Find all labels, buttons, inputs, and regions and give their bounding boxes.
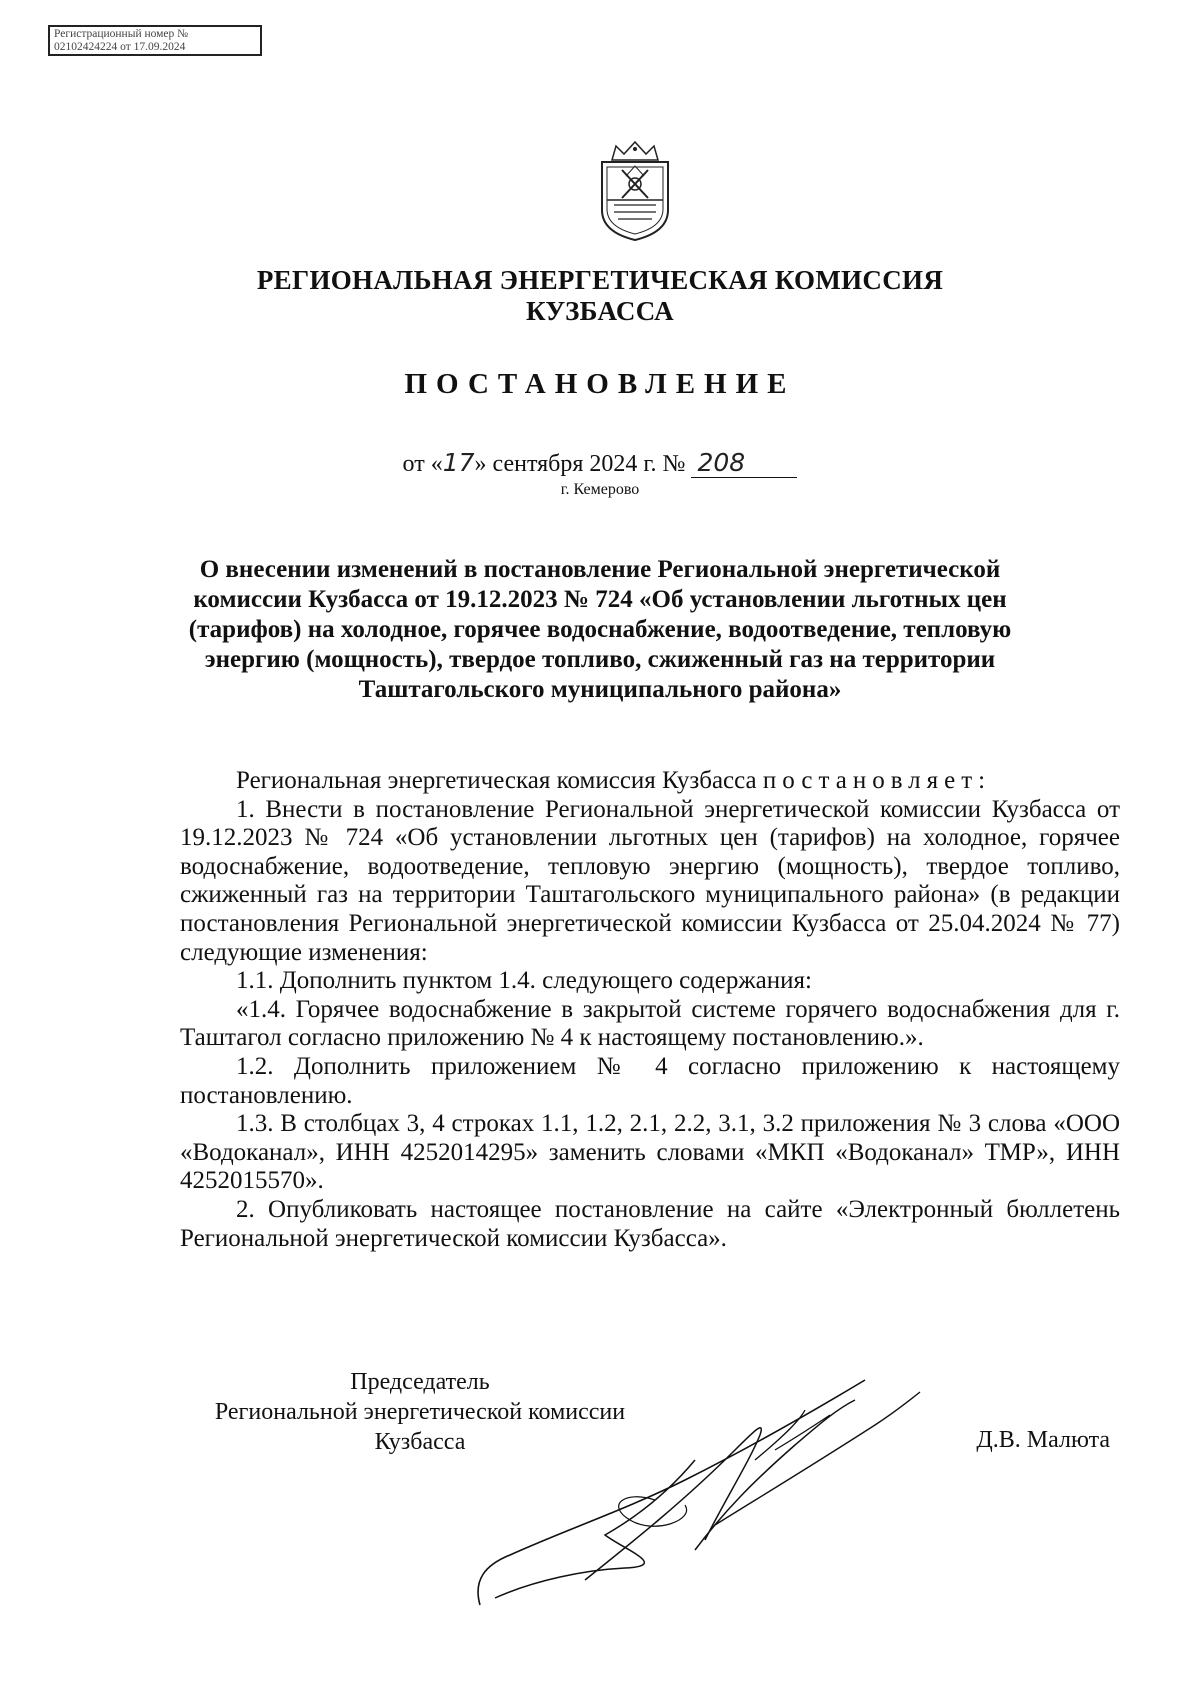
date-prefix: от « [402, 451, 443, 477]
signatory-name: Д.В. Малюта [976, 1427, 1110, 1453]
paragraph-1-2: 1.2. Дополнить приложением № 4 согласно приложению к настоящему постановлению. [180, 1052, 1120, 1109]
paragraph-1-1: 1.1. Дополнить пунктом 1.4. следующего содержания: [236, 967, 812, 995]
paragraph-1-3: 1.3. В столбцах 3, 4 строках 1.1, 1.2, 2.1, 2.2, 3.1, 3.2 приложения № 3 слова «ООО «Водоканал», ИНН 4252014295» заменить словами «МКП «Водоканал» ТМР», ИНН 4252015570». [180, 1110, 1120, 1195]
paragraph-1-1-quote: «1.4. Горячее водоснабжение в закрытой системе горячего водоснабжения для г. Таштагол согласно приложению № 4 к настоящему постановлению.». [180, 995, 1120, 1052]
paragraph-1: 1. Внести в постановление Региональной энергетической комиссии Кузбасса от 19.12.2023 № 724 «Об установлении льготных цен (тарифов) на холодное, горячее водоснабжение, водоотведение, тепловую энергию (мощность), твердое топливо, сжиженный газ на территории Таштагольского муниципального района» (в редакции постановления Региональной энергетической комиссии Кузбасса от 25.04.2024 № 77) следующие изменения: [180, 795, 1120, 966]
signatory-title-line3: Кузбасса [374, 1429, 466, 1455]
coat-of-arms-icon [592, 140, 678, 242]
signatory-title-line2: Региональной энергетической комиссии [214, 1399, 626, 1425]
document-subject: О внесении изменений в постановление Региональной энергетической комиссии Кузбасса от 19.12.2023 № 724 «Об установлении льготных цен (тарифов) на холодное, горячее водоснабжение, водоотведение, тепловую энергию (мощность), твердое топливо, сжиженный газ на территории Таштагольского муниципального района» [188, 556, 1012, 703]
intro-paragraph [180, 767, 1120, 796]
document-type: ПОСТАНОВЛЕНИЕ [404, 368, 796, 400]
registration-line2: 02102424224 от 17.09.2024 [54, 41, 186, 53]
handwritten-signature [455, 1340, 925, 1610]
org-name-line1: РЕГИОНАЛЬНАЯ ЭНЕРГЕТИЧЕСКАЯ КОМИССИЯ [256, 265, 944, 295]
registration-stamp [48, 25, 262, 56]
city-line: г. Кемерово [560, 481, 640, 498]
paragraph-2: 2. Опубликовать настоящее постановление на сайте «Электронный бюллетень Региональной энергетической комиссии Кузбасса». [180, 1195, 1120, 1252]
date-day: 17 [442, 448, 475, 477]
date-middle: » сентября 2024 г. № [474, 451, 686, 477]
intro-spaced: постановляет: [762, 767, 992, 794]
date-line [0, 448, 1200, 478]
intro-text: Региональная энергетическая комиссия Кузбасса [236, 767, 757, 794]
registration-line1: Регистрационный номер № [54, 28, 189, 40]
document-number: 208 [691, 448, 797, 478]
org-name-line2: КУЗБАССА [526, 296, 674, 326]
signatory-title-line1: Председатель [350, 1369, 490, 1395]
document-body [180, 767, 1120, 1253]
